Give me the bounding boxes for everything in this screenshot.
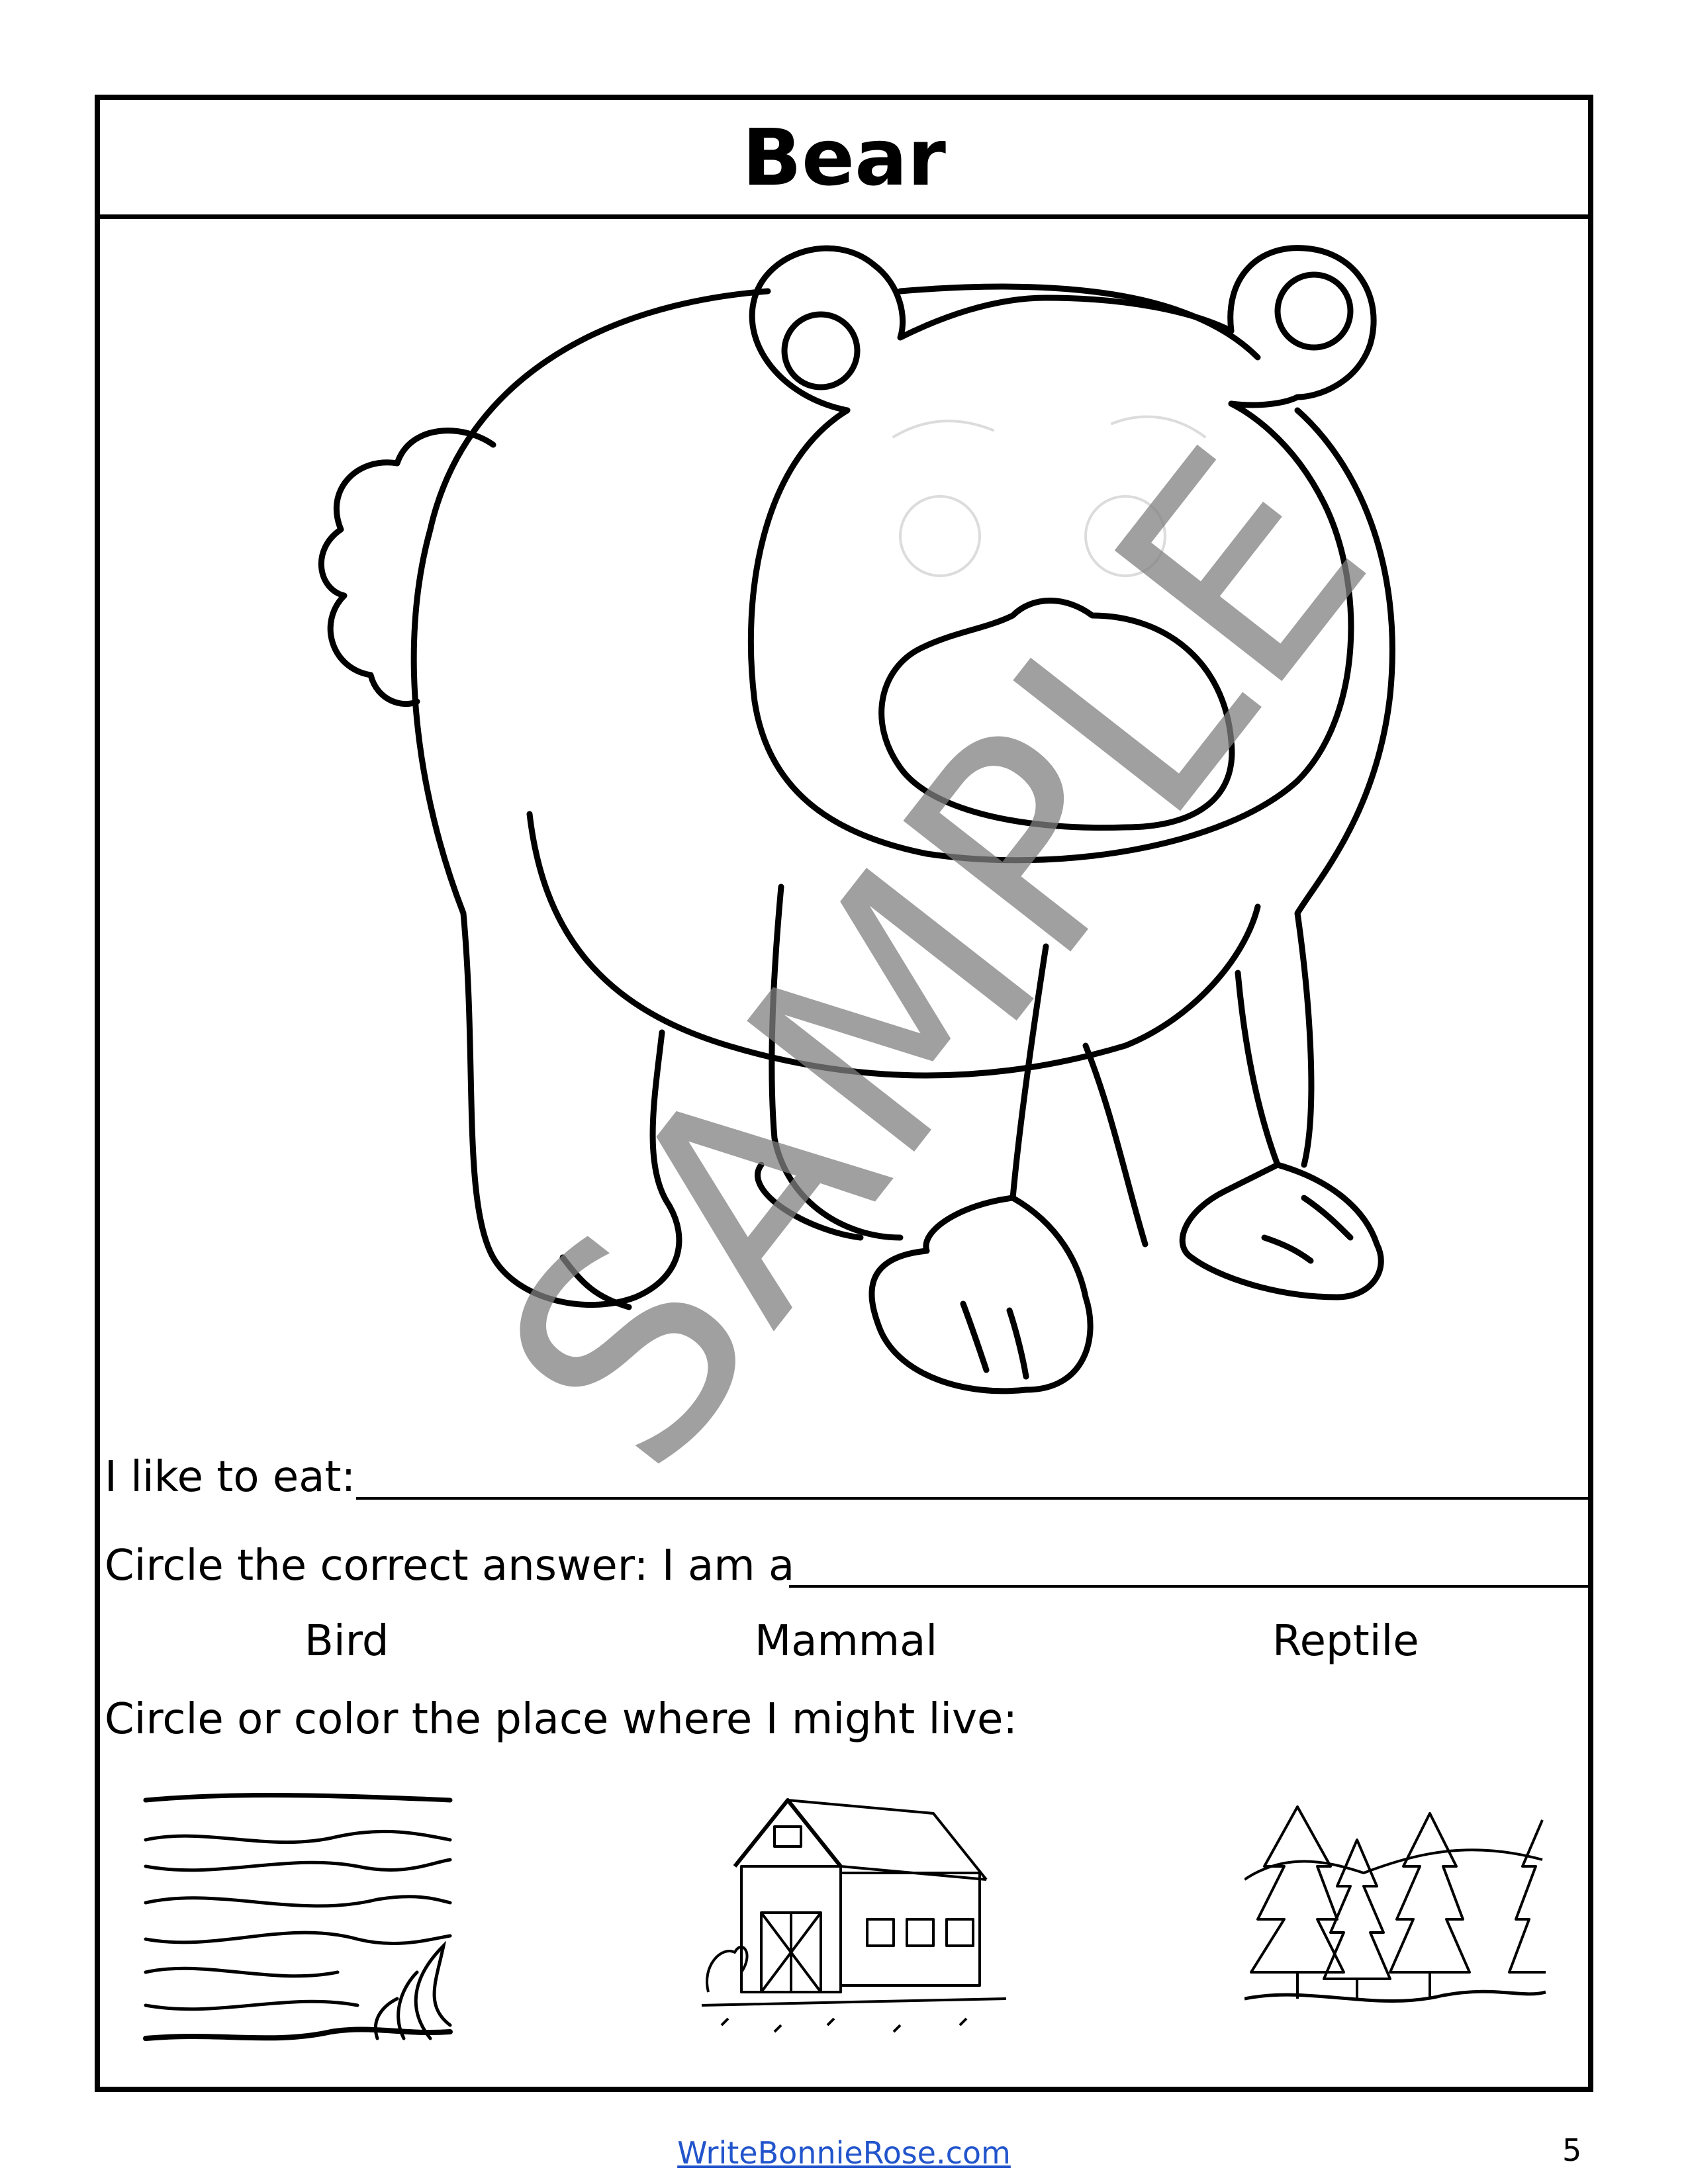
choice-reptile[interactable]: Reptile xyxy=(1272,1617,1419,1666)
page-number: 5 xyxy=(1562,2132,1582,2168)
classification-prompt: Circle the correct answer: I am a xyxy=(105,1541,795,1590)
habitat-prompt: Circle or color the place where I might live: xyxy=(105,1695,1017,1744)
ocean-icon[interactable] xyxy=(139,1787,457,2052)
eat-answer-line[interactable] xyxy=(356,1497,1589,1500)
eat-prompt: I like to eat: xyxy=(105,1453,356,1502)
choice-bird[interactable]: Bird xyxy=(305,1617,389,1666)
footer-website-link[interactable]: WriteBonnieRose.com xyxy=(677,2135,1011,2171)
forest-icon[interactable] xyxy=(1244,1787,1549,2052)
choice-mammal[interactable]: Mammal xyxy=(755,1617,938,1666)
barn-icon[interactable] xyxy=(695,1787,1013,2052)
classification-answer-line[interactable] xyxy=(789,1585,1589,1588)
sample-watermark: SAMPLE xyxy=(440,390,1434,1528)
page-title: Bear xyxy=(742,111,946,203)
